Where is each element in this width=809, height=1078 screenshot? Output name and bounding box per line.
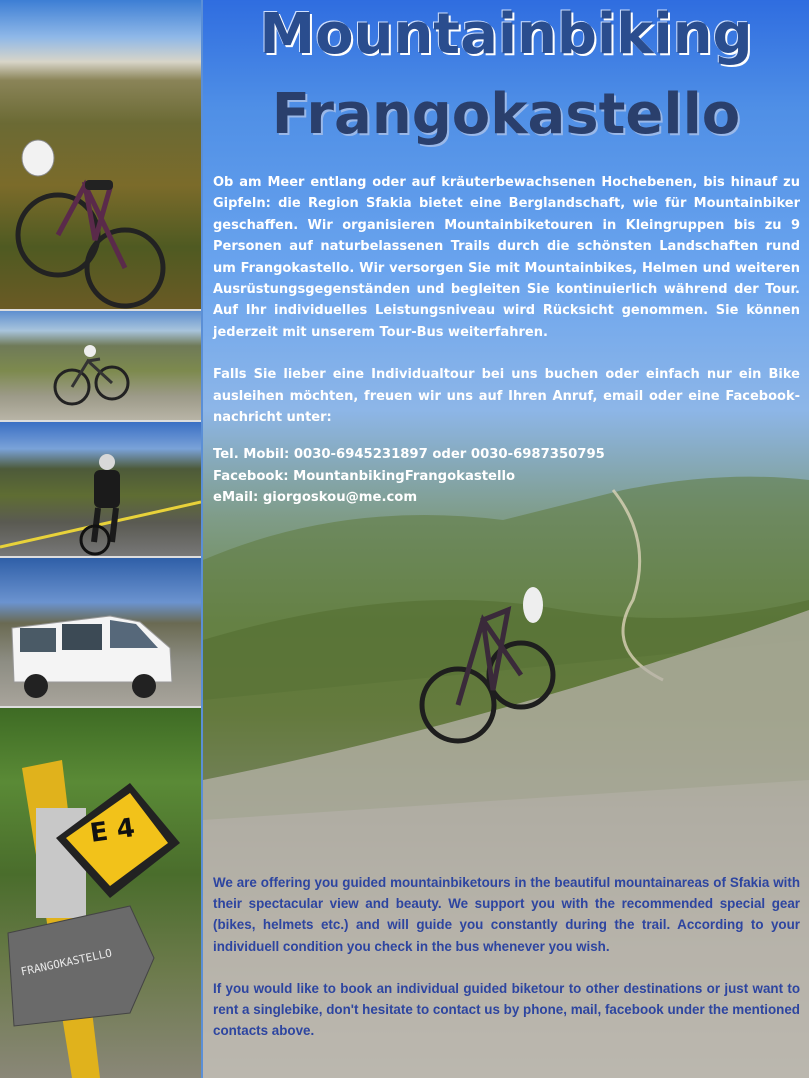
van-illustration xyxy=(0,558,201,706)
contact-block xyxy=(213,444,800,509)
english-paragraph-1: We are offering you guided mountainbiketours in the beautiful mountainareas of Sfakia with their spectacular view and beauty. We support you with the recommended special gear (bikes, helmets etc.) and will guide you constantly during the trail. According to your individuell condition you check in the bus whenever you wish. xyxy=(213,875,800,954)
photo-bike-mountains xyxy=(0,311,201,420)
photo-cyclist-road xyxy=(0,422,201,556)
photo-trail-signs xyxy=(0,708,201,1078)
facebook-contact[interactable]: Facebook: MountanbikingFrangokastello xyxy=(213,468,516,484)
cyclist-illustration xyxy=(0,422,201,556)
bike-hillside-illustration xyxy=(0,0,201,309)
english-paragraph-2: If you would like to book an individual guided biketour to other destinations or just want to rent a singlebike, don't hesitate to contact us by phone, mail, facebook under the mentioned contacts above. xyxy=(213,980,800,1039)
email-contact[interactable]: eMail: giorgoskou@me.com xyxy=(213,490,418,505)
e4-route-sign: E 4 xyxy=(88,813,137,849)
photo-column xyxy=(0,0,201,1078)
photo-tour-bus xyxy=(0,558,201,706)
english-description xyxy=(213,872,800,1041)
page-title-line2: Frangokastello xyxy=(271,82,741,147)
german-description xyxy=(213,172,800,428)
german-paragraph-2: Falls Sie lieber eine Individualtour bei uns buchen oder einfach nur ein Bike ausleihen möchten, freuen wir uns auf Ihren Anruf, email oder eine Facebook-nachricht unter: xyxy=(213,367,800,426)
bike-mountains-illustration xyxy=(0,311,201,420)
place-sign: FRANGOKASTELLO xyxy=(19,946,114,979)
photo-bike-hillside xyxy=(0,0,201,309)
page-title-line1: Mountainbiking xyxy=(259,2,753,67)
trail-signs-illustration xyxy=(0,708,201,1078)
main-panel xyxy=(203,0,809,1078)
german-paragraph-1: Ob am Meer entlang oder auf kräuterbewachsenen Hochebenen, bis hinauf zu Gipfeln: die Region Sfakia bietet eine Berglandschaft, wie für Mountainbiker geschaffen. Wir organisieren Mountainbiketouren in Kleingruppen bis zu 9 Personen auf naturbelassenen Trails durch die schönsten Landschaften rund um Frangokastello. Wir versorgen Sie mit Mountainbikes, Helmen und weiteren Ausrüstungsgegenständen und begleiten Sie kontinuierlich während der Tour. Auf Ihr individuelles Leistungsniveau wird Rücksicht genommen. Sie können jederzeit mit unserem Tour-Bus weiterfahren. xyxy=(213,175,800,340)
phone-contact[interactable]: Tel. Mobil: 0030-6945231897 oder 0030-6987350795 xyxy=(213,447,605,462)
